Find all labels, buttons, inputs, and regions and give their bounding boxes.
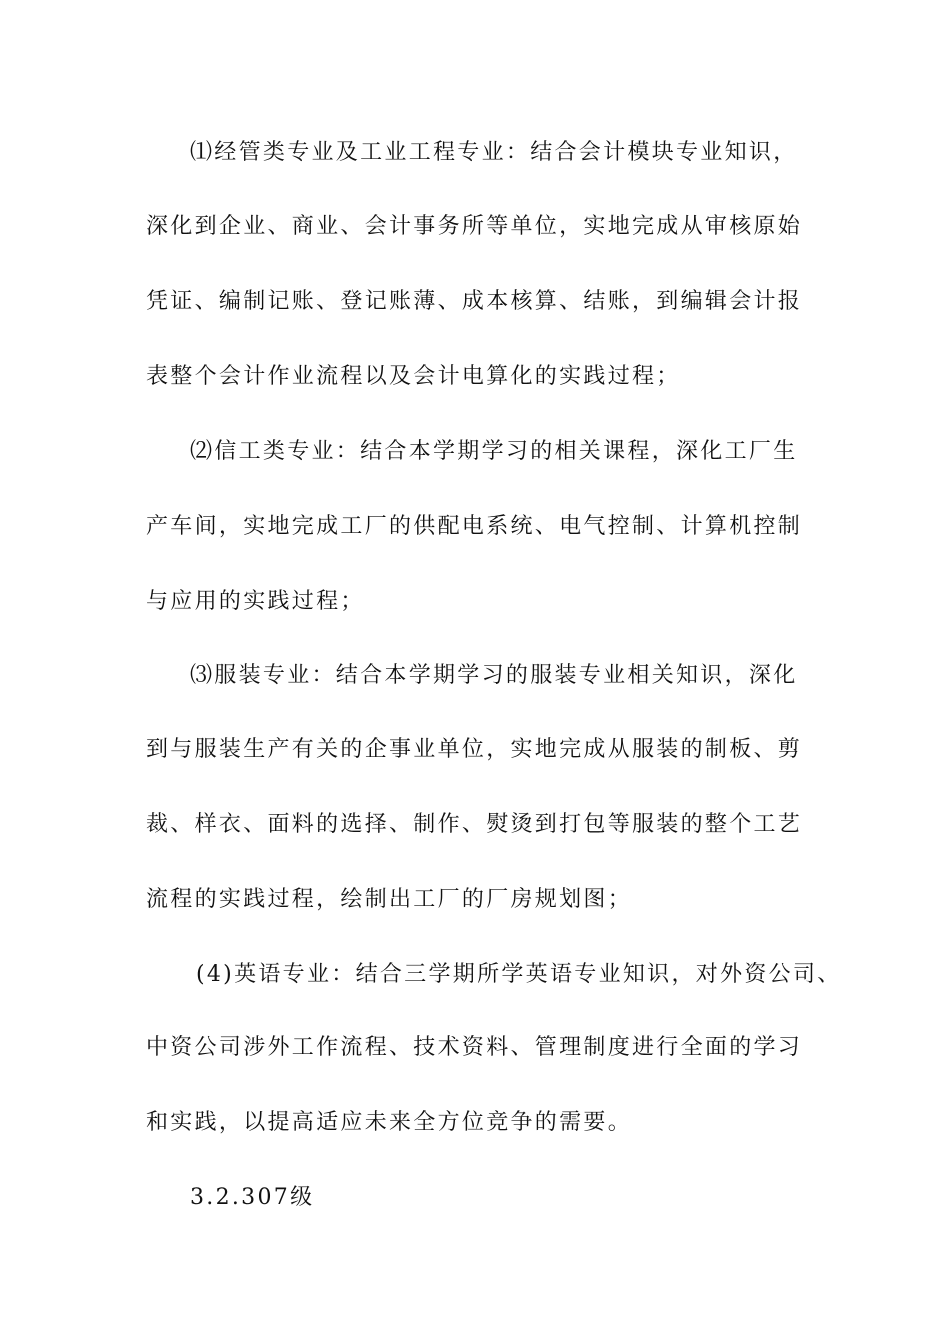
paragraph-2-line-2: 产车间，实地完成工厂的供配电系统、电气控制、计算机控制 <box>146 514 803 539</box>
paragraph-1-line-4: 表整个会计作业流程以及会计电算化的实践过程； <box>146 364 681 389</box>
paragraph-3-line-2: 到与服装生产有关的企事业单位，实地完成从服装的制板、剪 <box>146 737 803 762</box>
paragraph-2-line-1: ⑵信工类专业：结合本学期学习的相关课程，深化工厂生 <box>190 439 798 464</box>
paragraph-3-line-4: 流程的实践过程，绘制出工厂的厂房规划图； <box>146 887 633 912</box>
paragraph-3-line-3: 裁、样衣、面料的选择、制作、熨烫到打包等服装的整个工艺 <box>146 812 803 837</box>
paragraph-4-line-3: 和实践，以提高适应未来全方位竞争的需要。 <box>146 1110 633 1135</box>
paragraph-1-line-1: ⑴经管类专业及工业工程专业：结合会计模块专业知识， <box>190 140 798 165</box>
paragraph-4-line-2: 中资公司涉外工作流程、技术资料、管理制度进行全面的学习 <box>146 1035 803 1060</box>
paragraph-4-line-1: (4)英语专业：结合三学期所学英语专业知识，对外资公司、 <box>196 962 842 987</box>
section-heading: 3.2.307级 <box>190 1185 315 1210</box>
paragraph-3-line-1: ⑶服装专业：结合本学期学习的服装专业相关知识，深化 <box>190 663 798 688</box>
paragraph-1-line-2: 深化到企业、商业、会计事务所等单位，实地完成从审核原始 <box>146 214 803 239</box>
paragraph-1-line-3: 凭证、编制记账、登记账薄、成本核算、结账，到编辑会计报 <box>146 289 803 314</box>
paragraph-2-line-3: 与应用的实践过程； <box>146 589 365 614</box>
